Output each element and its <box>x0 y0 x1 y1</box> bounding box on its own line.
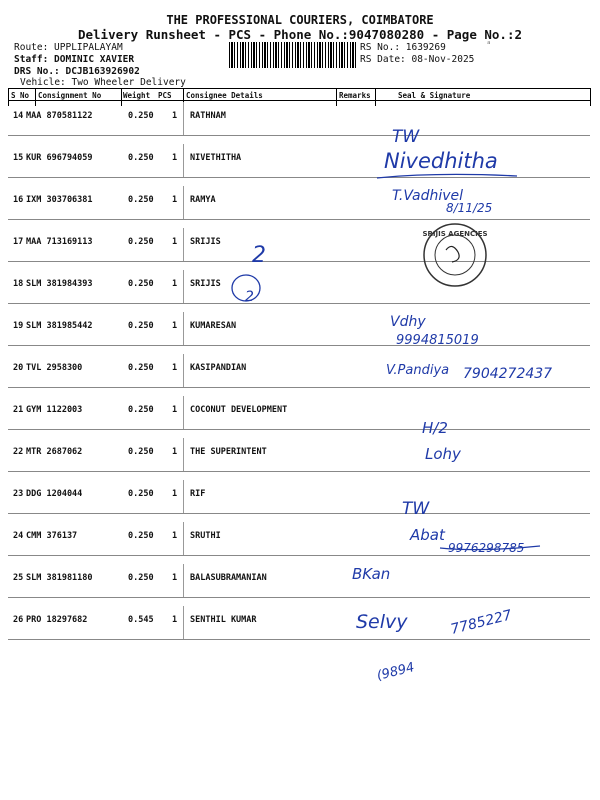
row-sno: 24 <box>13 531 24 541</box>
row-sno: 19 <box>13 321 24 331</box>
row-consignee: SRIJIS <box>190 237 221 247</box>
row-weight: 0.250 <box>128 447 154 457</box>
row-consignee: RAMYA <box>190 195 216 205</box>
row-divider <box>183 396 184 430</box>
row-pcs: 1 <box>172 405 178 415</box>
row-consignment: SLM 381985442 <box>26 321 93 331</box>
row-pcs: 1 <box>172 279 178 289</box>
row-consignment: IXM 303706381 <box>26 195 93 205</box>
row-sno: 20 <box>13 363 24 373</box>
phone-kasipandian: 7904272437 <box>463 366 553 382</box>
row-sno: 23 <box>13 489 24 499</box>
row-consignee: RIF <box>190 489 206 499</box>
sig-rathnam: TW <box>392 127 420 147</box>
row-divider <box>183 312 184 346</box>
table-row <box>8 228 590 270</box>
table-row <box>8 396 590 438</box>
row-divider <box>183 606 184 640</box>
row-rule <box>8 429 590 430</box>
row-consignment: MTR 2687062 <box>26 447 83 457</box>
sig-ramya-date: 8/11/25 <box>446 201 493 215</box>
row-pcs: 1 <box>172 489 178 499</box>
sig-senthil: Selvy <box>356 611 408 633</box>
sig-ramya: T.Vadhivel <box>392 188 464 204</box>
row-rule <box>8 387 590 388</box>
row-consignment: DDG 1204044 <box>26 489 83 499</box>
row-pcs: 1 <box>172 321 178 331</box>
sig-balasubramanian: BKan <box>352 565 391 583</box>
col-sno: S No <box>11 91 30 100</box>
row-sno: 21 <box>13 405 24 415</box>
sig-kasipandian: V.Pandiya <box>386 363 450 378</box>
row-rule <box>8 177 590 178</box>
row-weight: 0.250 <box>128 321 154 331</box>
row-divider <box>183 480 184 514</box>
runsheet-title: Delivery Runsheet - PCS - Phone No.:9047080280 - Page No.:2 <box>77 27 522 42</box>
col-consignee: Consignee Details <box>186 91 263 100</box>
row-weight: 0.250 <box>128 489 154 499</box>
table-row <box>8 102 590 144</box>
row-rule <box>8 345 590 346</box>
phone-senthil-b: (9894 <box>375 660 416 684</box>
row-weight: 0.250 <box>128 363 154 373</box>
row-divider <box>183 522 184 556</box>
sig-nivethitha: Nivedhitha <box>384 149 498 173</box>
row-sno: 14 <box>13 111 24 121</box>
row-pcs: 1 <box>172 195 178 205</box>
row-sno: 25 <box>13 573 24 583</box>
rs-date: RS Date: 08-Nov-2025 <box>360 54 475 65</box>
row-pcs: 1 <box>172 363 178 373</box>
sig-superintent: Lohy <box>425 445 461 463</box>
row-divider <box>183 564 184 598</box>
row-weight: 0.250 <box>128 195 154 205</box>
row-pcs: 1 <box>172 447 178 457</box>
row-consignee: KASIPANDIAN <box>190 363 247 373</box>
row-rule <box>8 219 590 220</box>
row-sno: 26 <box>13 615 24 625</box>
row-consignment: GYM 1122003 <box>26 405 83 415</box>
row-consignee: THE SUPERINTENT <box>190 447 267 457</box>
table-row <box>8 564 590 606</box>
table-row <box>8 522 590 564</box>
staff-label: Staff: DOMINIC XAVIER <box>14 54 135 65</box>
table-top-rule <box>8 88 590 89</box>
drs-number: DRS No.: DCJB163926902 <box>14 66 140 77</box>
row-sno: 16 <box>13 195 24 205</box>
col-remarks: Remarks <box>339 91 371 100</box>
row-weight: 0.250 <box>128 573 154 583</box>
route-label: Route: UPPLIPALAYAM <box>14 42 123 53</box>
row-weight: 0.545 <box>128 615 154 625</box>
sig-kumaresan: Vdhy <box>390 314 426 330</box>
row-divider <box>183 144 184 178</box>
row-weight: 0.250 <box>128 153 154 163</box>
row-divider <box>183 354 184 388</box>
phone-kumaresan: 9994815019 <box>396 333 479 348</box>
row-consignee: SENTHIL KUMAR <box>190 615 257 625</box>
sig-superintent-top: H/2 <box>422 419 448 437</box>
row-pcs: 1 <box>172 237 178 247</box>
row-consignment: PRO 18297682 <box>26 615 88 625</box>
table-row <box>8 312 590 354</box>
row-sno: 15 <box>13 153 24 163</box>
row-sno: 18 <box>13 279 24 289</box>
row-consignment: CMM 376137 <box>26 531 78 541</box>
phone-sruthi: 9976298785 <box>448 541 525 555</box>
col-pcs: PCS <box>158 91 172 100</box>
vehicle-label: Vehicle: Two Wheeler Delivery <box>20 77 186 88</box>
row-consignee: KUMARESAN <box>190 321 237 331</box>
row-rule <box>8 555 590 556</box>
row-pcs: 1 <box>172 615 178 625</box>
row-consignment: SLM 381981180 <box>26 573 93 583</box>
row-consignee: SRUTHI <box>190 531 221 541</box>
col-divider <box>590 88 591 106</box>
table-row <box>8 270 590 312</box>
col-consignment: Consignment No <box>38 91 102 100</box>
table-row <box>8 480 590 522</box>
row-pcs: 1 <box>172 153 178 163</box>
row-rule <box>8 597 590 598</box>
row-consignment: KUR 696794059 <box>26 153 93 163</box>
col-seal-signature: Seal & Signature <box>398 91 471 100</box>
sig-sruthi-top: TW <box>402 499 430 519</box>
row-rule <box>8 135 590 136</box>
table-row <box>8 144 590 186</box>
row-pcs: 1 <box>172 111 178 121</box>
row-weight: 0.250 <box>128 531 154 541</box>
row-weight: 0.250 <box>128 279 154 289</box>
row-consignee: NIVETHITHA <box>190 153 242 163</box>
row-consignee: BALASUBRAMANIAN <box>190 573 267 583</box>
row-rule <box>8 471 590 472</box>
row-sno: 22 <box>13 447 24 457</box>
stray-mark: ᵃ <box>486 40 492 50</box>
sig-sruthi: Abat <box>410 526 445 544</box>
row-consignment: MAA 870581122 <box>26 111 93 121</box>
row-consignee: RATHNAM <box>190 111 226 121</box>
stamp-text: SRIJIS AGENCIES <box>422 230 488 238</box>
row-weight: 0.250 <box>128 111 154 121</box>
row-pcs: 1 <box>172 573 178 583</box>
row-divider <box>183 186 184 220</box>
row-weight: 0.250 <box>128 237 154 247</box>
row-pcs: 1 <box>172 531 178 541</box>
table-header-rule <box>8 100 590 101</box>
row-divider <box>183 228 184 262</box>
row-weight: 0.250 <box>128 405 154 415</box>
drs-barcode <box>229 42 357 68</box>
row-consignment: SLM 381984393 <box>26 279 93 289</box>
circled-number: 2 <box>245 289 254 305</box>
row-divider <box>183 438 184 472</box>
table-row <box>8 186 590 228</box>
row-consignee: COCONUT DEVELOPMENT <box>190 405 288 415</box>
col-weight: Weight <box>123 91 151 100</box>
company-title: THE PROFESSIONAL COURIERS, COIMBATORE <box>166 13 434 27</box>
table-row <box>8 438 590 480</box>
row-rule <box>8 513 590 514</box>
row-consignment: MAA 713169113 <box>26 237 93 247</box>
row-divider <box>183 270 184 304</box>
row-consignee: SRIJIS <box>190 279 221 289</box>
rs-number: RS No.: 1639269 <box>360 42 446 53</box>
row-divider <box>183 102 184 136</box>
row-sno: 17 <box>13 237 24 247</box>
table-row <box>8 606 590 648</box>
row-rule <box>8 261 590 262</box>
count-mark: 2 <box>252 243 266 268</box>
row-rule <box>8 303 590 304</box>
row-rule <box>8 639 590 640</box>
table-row <box>8 354 590 396</box>
row-consignment: TVL 2958300 <box>26 363 83 373</box>
phone-senthil-a: 7785227 <box>449 607 514 638</box>
